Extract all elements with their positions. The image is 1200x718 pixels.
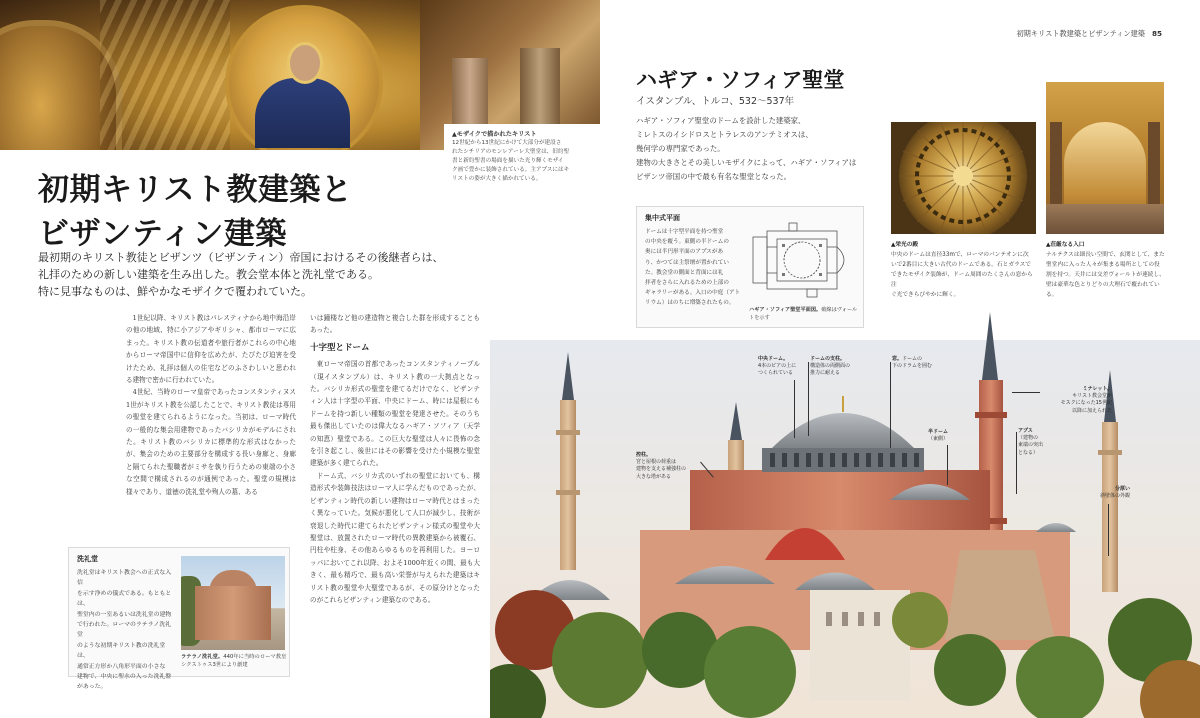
sidebar-text [77, 568, 175, 693]
narthex-caption-line: る。 [1046, 292, 1058, 298]
label-pillar [636, 452, 708, 481]
body-paragraph: ドーム式、バシリカ式のいずれの聖堂においても、構造形式や装飾技法はローマ人に学んだものであったが、ビザンティン時代の新しい建物はローマ時代とはまったく異なっていた。気候が悪化して人口が減少し、技術が衰退した時代に建てられたビザンティン様式の聖堂や大聖堂は、放置されたローマ時代の異教建築から被覆石、円柱や柱身、その他あらゆるものを再利用した。ヨーロッパにおいてこれ以降、およそ1000年近くの間、最も大きく、最も精巧で、最も高い栄誉が与えられた建築はキリスト教の聖堂や大聖堂であるが、その原分けとなったのがこれらビザンティン建築なのである。 [310, 471, 480, 604]
baptistery-sidebar [68, 547, 290, 691]
mosaic-caption [444, 124, 600, 194]
label-text: つくられている [758, 370, 794, 377]
plan-caption-text: 破線はヴォールトを示す [749, 307, 858, 321]
body-paragraph: 4世紀、当時のローマ皇帝であったコンスタンティヌス1世がキリスト教を公認したことで、キリスト教徒は専用の聖堂を建てられるようになった。当初は、ローマ時代の一般的な集会用建物であったバシリカがモデルにされた。キリスト教のバシリカに標準的な形式はなかったが、集会のための主要部分を構成する長い身廊と、身廊と隔てられた聖職者がミサを執り行うための東端の小さな空間で構成されるのが通例であった。聖堂の規模は様々であり、道徳の洗礼堂や殉人の墓、ある [126, 388, 296, 496]
mosaic-caption-line: れたシチリアのモンレアーレ大聖堂は、旧約聖 [452, 149, 570, 155]
label-title: ドームの支柱。 [810, 356, 846, 362]
mosaic-caption-line: リストの姿が大きく描かれている。 [452, 176, 542, 182]
sidebar-title: 集中式平面 [645, 214, 680, 222]
label-title: 半ドーム [928, 429, 949, 435]
sidebar-line: のような初期キリスト教の洗礼堂は、 [77, 642, 166, 660]
page-title-line: 初期キリスト教建築と [38, 172, 353, 208]
sidebar-line: の中央を覆う。東側の半ドームの [645, 239, 729, 246]
body-paragraph: 東ローマ帝国の首都であったコンスタンティノープル（現イスタンブル）は、キリスト教の一大拠点となった。バシリカ形式の聖堂を建てるだけでなく、ビザンティン人は十字型の平面、中央にドーム、時には屋根にもドームを持つ新しい種類の聖堂を発達させた。そのうち最も傑出していたのは偉大なるハギア・ソフィア（天学の知恵）聖堂である。この巨大な聖堂は人々に畏怖の念を引き起こし、後世にはその影響を受けた小規模な聖堂建築が多く建てられた。 [310, 360, 480, 468]
section-text-line: ビザンツ帝国の中で最も有名な聖堂となった。 [636, 172, 792, 181]
sidebar-line: で行われた。ローマのラテラノ洗礼堂 [77, 622, 172, 639]
sidebar-line: ドームは十字型平面を持つ聖堂 [645, 229, 724, 235]
running-head [1016, 29, 1162, 39]
narthex-caption-line: 割を持つ。天井には交差ヴォールトが連続し、 [1046, 272, 1165, 278]
label-text: ドームの [902, 356, 923, 362]
label-text: 大きな塔がある [636, 473, 672, 480]
body-paragraph: いは鐘楼など他の建造物と複合した群を形成することもあった。 [310, 314, 480, 335]
narthex-caption [1046, 240, 1170, 300]
label-half-dome [928, 429, 964, 443]
label-text: 構造体の両側面の [810, 363, 851, 370]
label-text: となる） [1018, 449, 1039, 456]
body-column-2 [310, 312, 480, 606]
page-title [38, 168, 458, 256]
label-entrance [1068, 486, 1130, 500]
page-number: 85 [1151, 29, 1162, 38]
sidebar-line: があった。 [77, 684, 107, 691]
lateran-baptistery-photo [181, 556, 285, 650]
label-central-dome [758, 356, 812, 378]
narthex-photo [1046, 82, 1164, 234]
label-text: 以降に加えられた [1071, 407, 1112, 414]
running-head-title: 初期キリスト教建築とビザンティン建築 [1016, 29, 1145, 38]
label-title: 窓。 [892, 356, 903, 362]
label-title: 控柱。 [636, 452, 652, 458]
sidebar-line: 奥には半円形平面のアプスがあ [645, 249, 724, 256]
label-text: 宮と屋根の荷重は [636, 459, 677, 466]
dome-caption-line: いで2番目に大きい古代のドームである。石とガラスで [891, 262, 1031, 268]
sidebar-line: 拝者をさらに入れるための上部の [645, 280, 729, 287]
sidebar-line: り、かつては主祭壇が置かれてい [645, 259, 729, 266]
floor-plan-drawing [749, 217, 855, 303]
sidebar-line: 通常正方形か八角形平面の小さな [77, 663, 166, 670]
body-paragraph: 1世紀以降、キリスト教はパレスティナから地中海沿岸の他の地域、特に小アジアやギリシャ、都市ローマに広まった。キリスト教の伝道者や旅行者がこれらの中心地からローマ帝国中に信仰を広めたが、たびたび迫害を受けたため、礼拝は個人の住宅などのふさわしいと思われる建物で密かに行われていた。 [126, 314, 296, 385]
label-window [892, 356, 952, 370]
label-dome-support [810, 356, 866, 378]
label-text: 建物を支える補強柱の [636, 466, 687, 473]
photo-caption-title: ラテラノ洗礼堂。 [181, 654, 224, 660]
sidebar-line: リウム）はのちに増築されたもの。 [645, 300, 735, 307]
mosaic-caption-line: ク画で豊かに装飾されている。主アプスにはキ [452, 167, 570, 173]
label-apse [1018, 428, 1062, 457]
sidebar-title: 洗礼堂 [77, 555, 98, 563]
label-text: 下のドラムを囲む [892, 363, 932, 370]
intro-line: 最初期のキリスト教徒とビザンツ（ビザンティン）帝国におけるその後継者らは、 [38, 251, 444, 264]
label-title: 分厚い [1114, 486, 1130, 492]
dome-caption-line: 中央のドームは直径33mで、ローマのパンテオンに次 [891, 252, 1029, 258]
sidebar-line: を示す浄めの儀式である。もともとは、 [77, 590, 172, 608]
section-text-line: 建物の大きさとその美しいモザイクによって、ハギア・ソフィアは [636, 158, 857, 167]
label-text: （建物の [1018, 435, 1039, 442]
page-title-line: ビザンティン建築 [38, 216, 287, 252]
intro-line: 特に見事なものは、鮮やかなモザイクで覆われていた。 [38, 285, 313, 298]
sidebar-line: た。教会堂の側面と背面には礼 [645, 269, 724, 276]
photo-caption-text: 440年に当時のローマ教皇シクストゥス3世により創建 [181, 654, 287, 668]
label-title: アプス [1018, 428, 1033, 434]
label-title: ミナレット。 [1082, 386, 1112, 392]
label-text: 推力に耐える [810, 370, 841, 377]
section-text [636, 114, 886, 184]
section-text-line: 幾何学の専門家であった。 [636, 144, 725, 153]
sidebar-text [645, 227, 745, 309]
label-minaret [1040, 386, 1112, 415]
section-text-line: ハギア・ソフィア聖堂のドームを設計した建築家、 [636, 116, 806, 125]
dome-caption-line: できたモザイク装飾が、ドーム周囲のたくさんの窓から注 [891, 272, 1033, 288]
mosaic-caption-line: 書と新約聖書の場面を描いた光り輝くモザイ [452, 158, 564, 164]
section-title: ハギア・ソフィア聖堂 [636, 68, 845, 92]
section-subtitle: イスタンブル、トルコ、532〜537年 [636, 96, 795, 107]
label-text: キリスト教会堂が [1072, 393, 1112, 400]
narthex-caption-line: 聖堂内に入った人々が集まる場所としての役 [1046, 262, 1160, 268]
label-text: モスクになった15世紀 [1060, 400, 1112, 407]
photo-caption [181, 653, 287, 669]
intro-text [38, 249, 458, 300]
sidebar-line: 洗礼堂はキリスト教会への正式な入信 [77, 570, 172, 587]
section-text-line: ミレトスのイシドロスとトラレスのアンテミオスは、 [636, 130, 813, 139]
dome-interior-photo [891, 122, 1036, 234]
sidebar-line: 聖堂内の一室あるいは洗礼堂の建物 [77, 611, 172, 618]
mosaic-caption-title: ▲モザイクで描かれたキリスト [452, 131, 537, 138]
plan-caption-title: ハギア・ソフィア聖堂平面図。 [749, 307, 822, 313]
label-title: 中央ドーム。 [758, 356, 789, 362]
dome-caption-title: ▲栄光の殿 [891, 242, 919, 248]
sidebar-line: 建物で、中央に聖水の入った洗礼盤 [77, 674, 172, 681]
mosaic-caption-line: 12世紀から13世紀にかけて大部分が建設さ [452, 140, 562, 146]
body-column-1 [126, 312, 296, 498]
dome-caption [891, 240, 1036, 300]
label-text: 斜壁体の外観 [1099, 493, 1130, 500]
narthex-caption-title: ▲荘厳なる入口 [1046, 242, 1085, 248]
narthex-caption-line: 壁は豪華な色とりどりの大理石で覆われてい [1046, 282, 1160, 288]
section-heading: 十字型とドーム [310, 342, 370, 353]
intro-line: 礼拝のための新しい建築を生み出した。教会堂本体と洗礼堂である。 [38, 268, 379, 281]
label-text: 東端の突出 [1018, 442, 1044, 449]
label-text: （東側） [928, 436, 949, 443]
sidebar-line: ギャラリーがある。入口の中庭（アト [645, 290, 741, 297]
label-text: 4本のピアの上に [758, 363, 797, 370]
dome-caption-line: ぐ光できらびやかに輝く。 [891, 292, 960, 298]
narthex-caption-line: ナルテクスは細長い空間で、玄関として、また [1046, 252, 1165, 258]
